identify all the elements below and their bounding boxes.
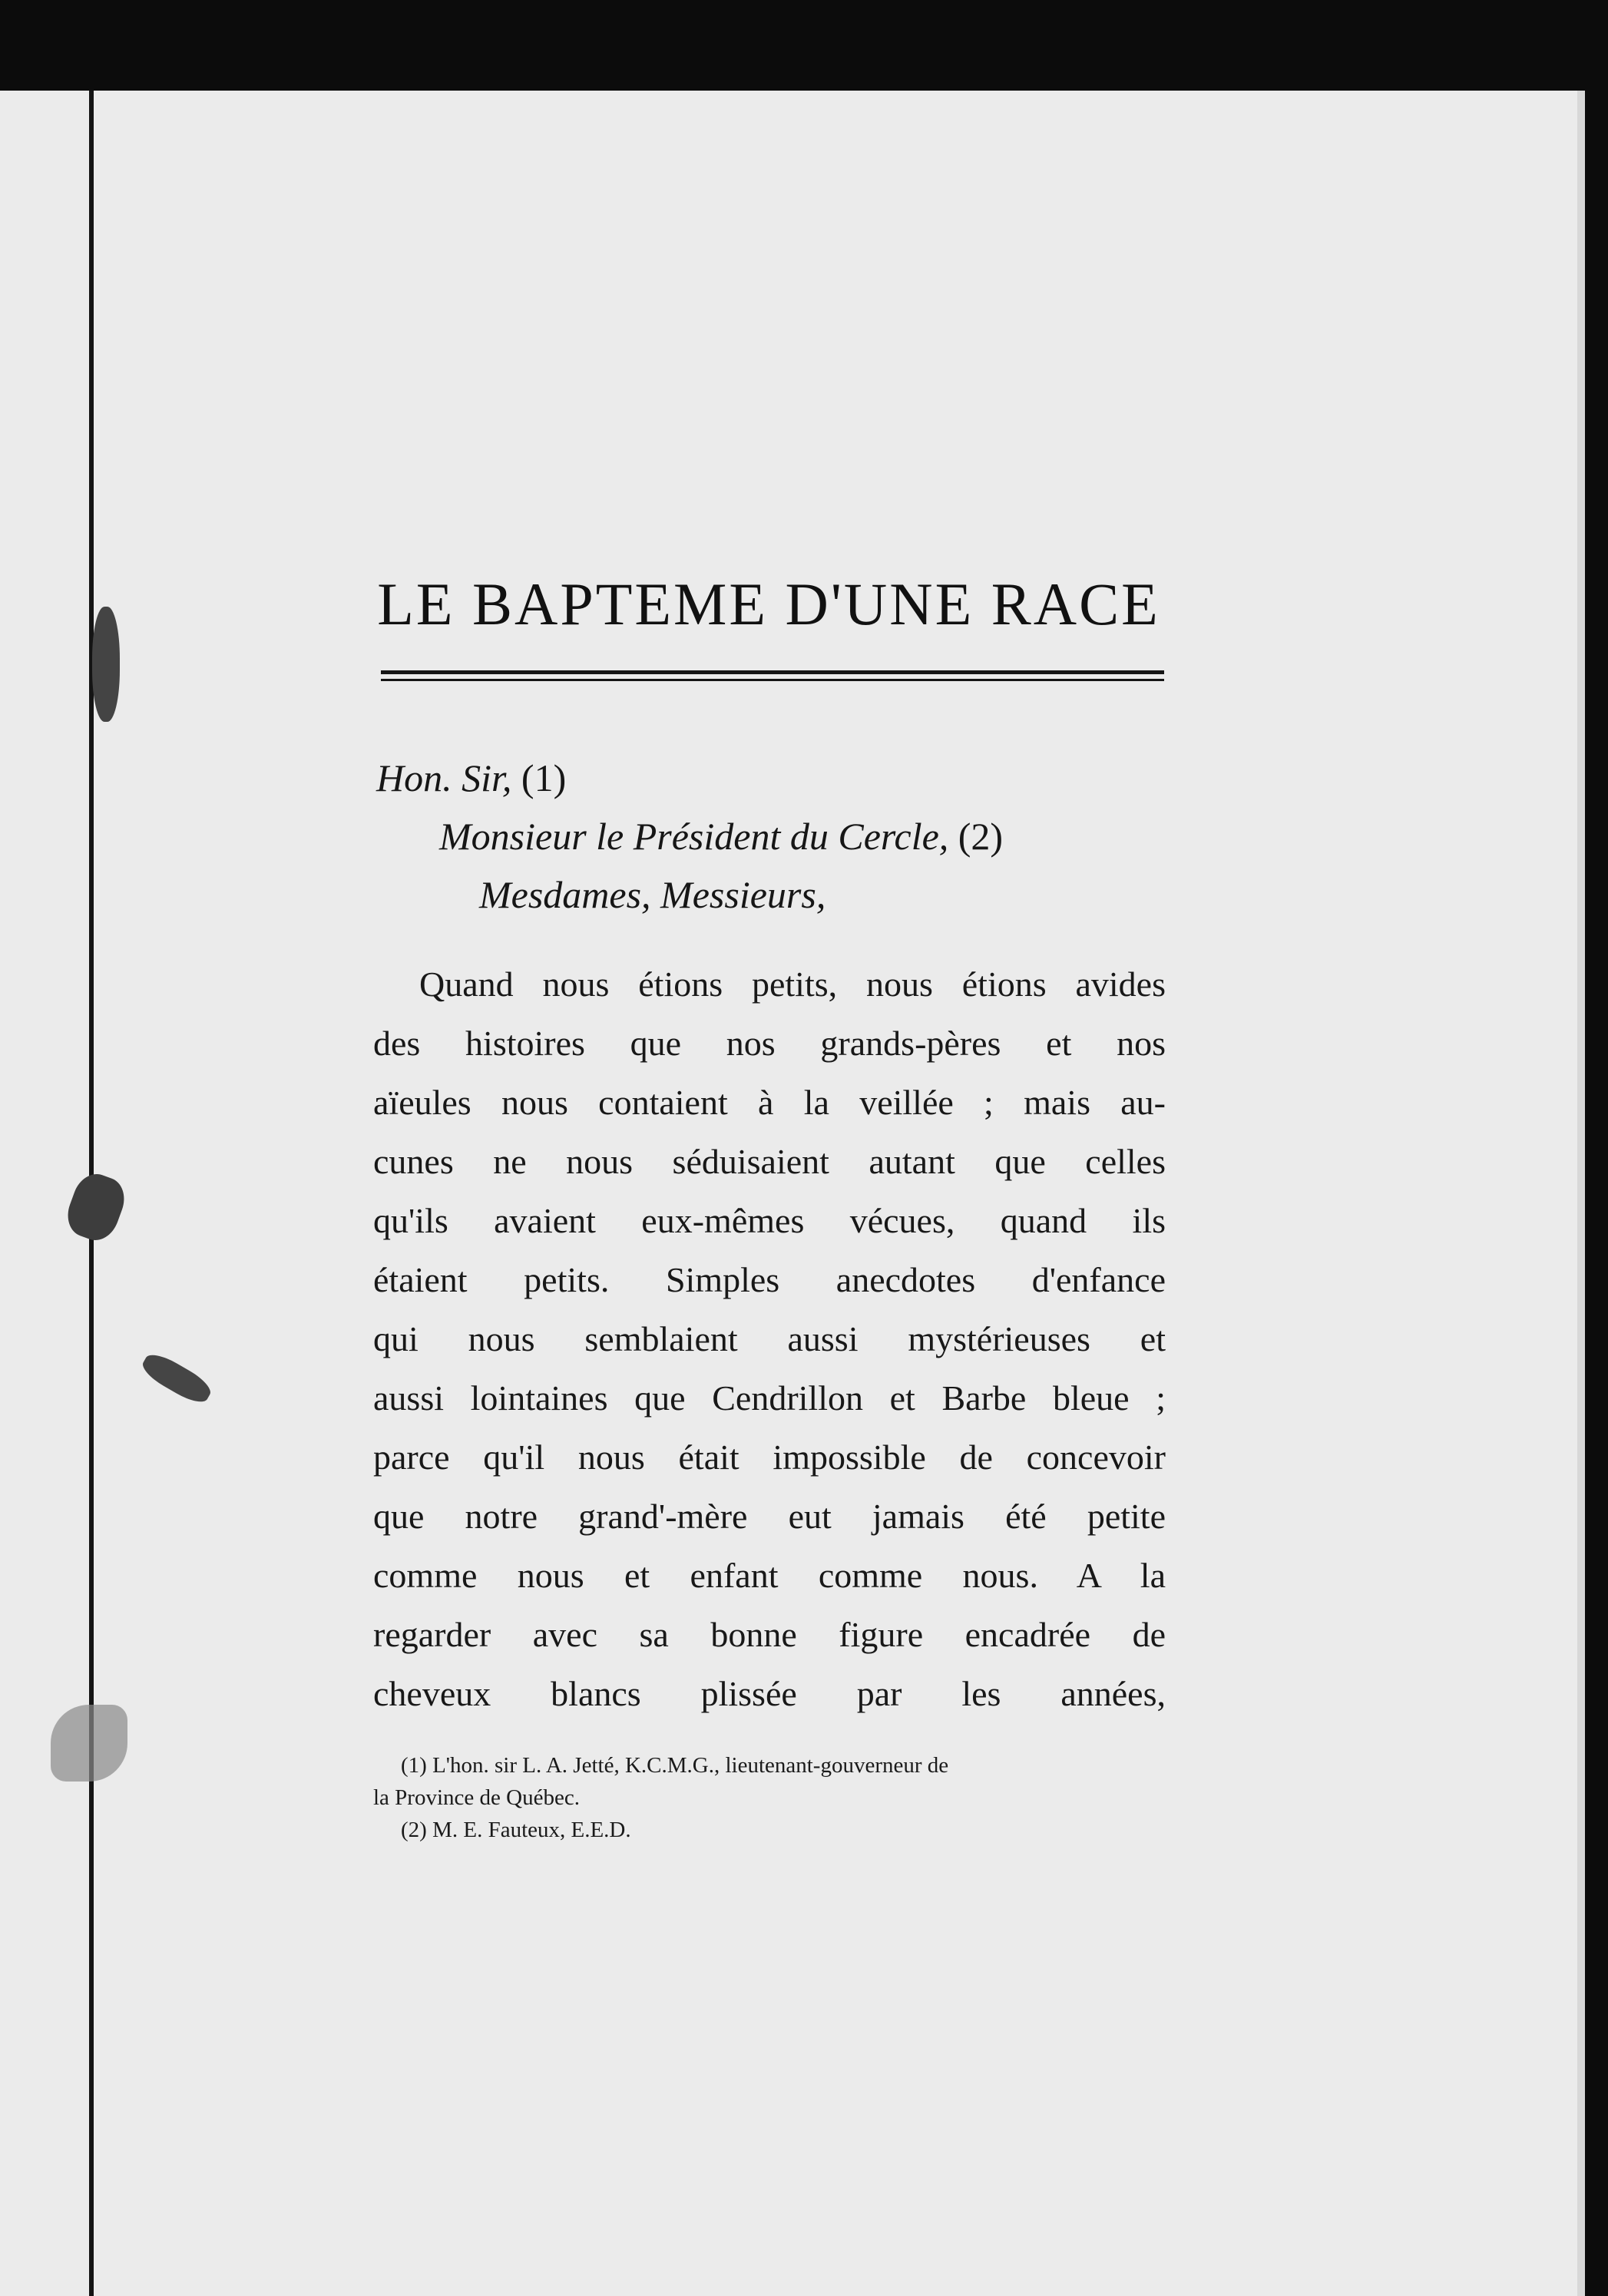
text-line: aïeules nous contaient à la veillée ; mais au-	[373, 1083, 1166, 1122]
page-edge	[1577, 91, 1585, 2296]
text-line: Quand nous étions petits, nous étions avides	[419, 964, 1166, 1004]
salutation-line	[439, 814, 1003, 859]
footnote-ref: (1)	[521, 756, 567, 799]
salutation-text: Hon. Sir,	[376, 756, 512, 799]
text-line: regarder avec sa bonne figure encadrée de	[373, 1615, 1166, 1654]
text-line: aussi lointaines que Cendrillon et Barbe bleue ;	[373, 1378, 1166, 1418]
text-line: parce qu'il nous était impossible de concevoir	[373, 1437, 1166, 1477]
text-line: étaient petits. Simples anecdotes d'enfance	[373, 1260, 1166, 1299]
footnote-2: (2) M. E. Fauteux, E.E.D.	[401, 1818, 631, 1842]
ink-blot	[92, 607, 120, 722]
title-rule-thick	[381, 670, 1164, 674]
text-line: qui nous semblaient aussi mystérieuses et	[373, 1319, 1166, 1358]
salutation-line	[479, 872, 826, 917]
footnotes	[373, 1749, 1166, 1846]
ink-blot	[51, 1705, 127, 1782]
text-line: des histoires que nos grands-pères et nos	[373, 1024, 1166, 1063]
footnote-ref: (2)	[958, 815, 1004, 858]
text-line: qu'ils avaient eux-mêmes vécues, quand ils	[373, 1201, 1166, 1240]
body-paragraph	[373, 954, 1166, 1723]
salutation-text: Mesdames, Messieurs,	[479, 873, 826, 916]
text-line: que notre grand'-mère eut jamais été petite	[373, 1497, 1166, 1536]
text-line: cunes ne nous séduisaient autant que celles	[373, 1142, 1166, 1181]
footnote-1-line-1: (1) L'hon. sir L. A. Jetté, K.C.M.G., lieutenant-gouverneur de	[401, 1753, 949, 1778]
title-rule-thin	[381, 679, 1164, 681]
salutation-text: Monsieur le Président du Cercle,	[439, 815, 949, 858]
salutation-line	[376, 756, 566, 800]
footnote-1-line-2: la Province de Québec.	[373, 1785, 580, 1810]
text-line: comme nous et enfant comme nous. A la	[373, 1556, 1166, 1595]
page-title: LE BAPTEME D'UNE RACE	[377, 571, 1160, 637]
text-line: cheveux blancs plissée par les années,	[373, 1674, 1166, 1713]
